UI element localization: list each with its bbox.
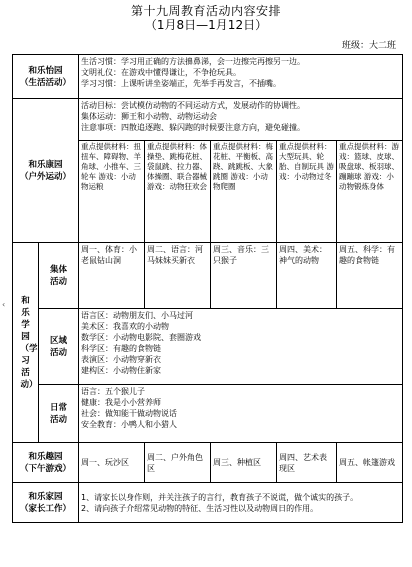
daily-line: 安全教育：小鸭人和小猎人 <box>81 420 177 429</box>
area-activity-label: 区域 活动 <box>39 309 79 385</box>
learn-label: 和 乐 学 园 （学习活动） <box>13 243 39 443</box>
row-home <box>13 483 403 523</box>
life-label: 和乐怡园 （生活活动） <box>13 55 79 99</box>
schedule-table <box>12 54 403 523</box>
health-label: 和乐康园 （户外运动） <box>13 99 79 243</box>
area-line: 美术区：我喜欢的小动物 <box>81 322 169 331</box>
play-day-cell: 周三、种植区 <box>211 443 277 483</box>
home-content <box>79 483 403 523</box>
health-day-cell: 重点提供材料：梅花桩、平衡板、高跷、跳跳板、大象跳圈 游戏：小动物爬圈 <box>211 141 277 243</box>
health-content <box>79 99 403 141</box>
health-day-cell: 重点提供材料：扭扭车、障碍物、羊角球、小推车、三轮车 游戏：小动物运粮 <box>79 141 145 243</box>
area-line: 数学区：小动物电影院、套圈游戏 <box>81 333 201 342</box>
group-day-cell: 周三、音乐：三只猴子 <box>211 243 277 309</box>
life-line: 文明礼仪：在游戏中懂得谦让，不争抢玩具。 <box>81 68 241 77</box>
daily-line: 健康：我是小小营养师 <box>81 398 161 407</box>
home-label: 和乐家园 （家长工作） <box>13 483 79 523</box>
life-line: 生活习惯：学习用正确的方法擤鼻涕，会一边擦完再擦另一边。 <box>81 57 305 66</box>
health-line: 活动目标：尝试模仿动物的不同运动方式，发展动作的协调性。 <box>81 101 305 110</box>
date-range: （1月8日—1月12日） <box>144 18 268 32</box>
life-line: 学习习惯：上课听讲坐姿端正，先举手再发言，不插嘴。 <box>81 79 281 88</box>
area-line: 语言区：动物朋友们、小马过河 <box>81 311 193 320</box>
play-day-cell: 周一、玩沙区 <box>79 443 145 483</box>
page-title: 第十九周教育活动内容安排 <box>130 4 281 18</box>
group-day-cell: 周四、美术：神气的动物 <box>277 243 337 309</box>
row-learn-group <box>13 243 403 309</box>
row-health-top <box>13 99 403 141</box>
daily-content <box>79 385 403 443</box>
health-day-cell: 重点提供材料：体操垫、跳梅花桩、袋鼠跳、拉力器、体操圈、联合器械 游戏：动物狂欢会 <box>145 141 211 243</box>
group-day-cell: 周五、科学：有趣的食物链 <box>337 243 403 309</box>
health-line: 集体运动：狮王和小动物、动物运动会 <box>81 112 217 121</box>
life-content <box>79 55 403 99</box>
row-play <box>13 443 403 483</box>
play-day-cell: 周五、帐篷游戏 <box>337 443 403 483</box>
area-line: 表演区：小动物穿新衣 <box>81 355 161 364</box>
play-label: 和乐趣园 （下午游戏） <box>13 443 79 483</box>
home-line: 1、请家长以身作则，并关注孩子的言行，教育孩子不说谎，做个诚实的孩子。 <box>81 492 359 502</box>
group-activity-label: 集体 活动 <box>39 243 79 309</box>
home-line: 2、请向孩子介绍常见动物的特征、生活习性以及动物周日的作用。 <box>81 503 319 513</box>
health-day-cell: 重点提供材料：大型玩具、轮胎、自制玩具 游戏：小动物过冬 <box>277 141 337 243</box>
daily-line: 社会：做知能干做动物说话 <box>81 409 177 418</box>
daily-activity-label: 日常 活动 <box>39 385 79 443</box>
daily-line: 语言：五个猴儿子 <box>81 387 145 396</box>
play-day-cell: 周四、艺术表现区 <box>277 443 337 483</box>
health-day-cell: 重点提供材料：游戏：篮球、皮球、吸盘球、板羽球、蹦蹦球 游戏：小动物锻炼身体 <box>337 141 403 243</box>
area-content <box>79 309 403 385</box>
area-line: 科学区：有趣的食物链 <box>81 344 161 353</box>
group-day-cell: 周二、语言：河马妹妹买新衣 <box>145 243 211 309</box>
margin-mark-icon: ‹ <box>2 300 6 309</box>
play-day-cell: 周二、户外角色区 <box>145 443 211 483</box>
class-label: 班级：大二班 <box>341 41 396 51</box>
row-life <box>13 55 403 99</box>
row-learn-area <box>13 309 403 385</box>
health-line: 注意事项：四散追逐跑、躲闪跑的时候要注意方向，避免碰撞。 <box>81 123 305 132</box>
row-learn-daily <box>13 385 403 443</box>
area-line: 建构区：小动物住新家 <box>81 366 161 375</box>
group-day-cell: 周一、体育：小老鼠钻山洞 <box>79 243 145 309</box>
